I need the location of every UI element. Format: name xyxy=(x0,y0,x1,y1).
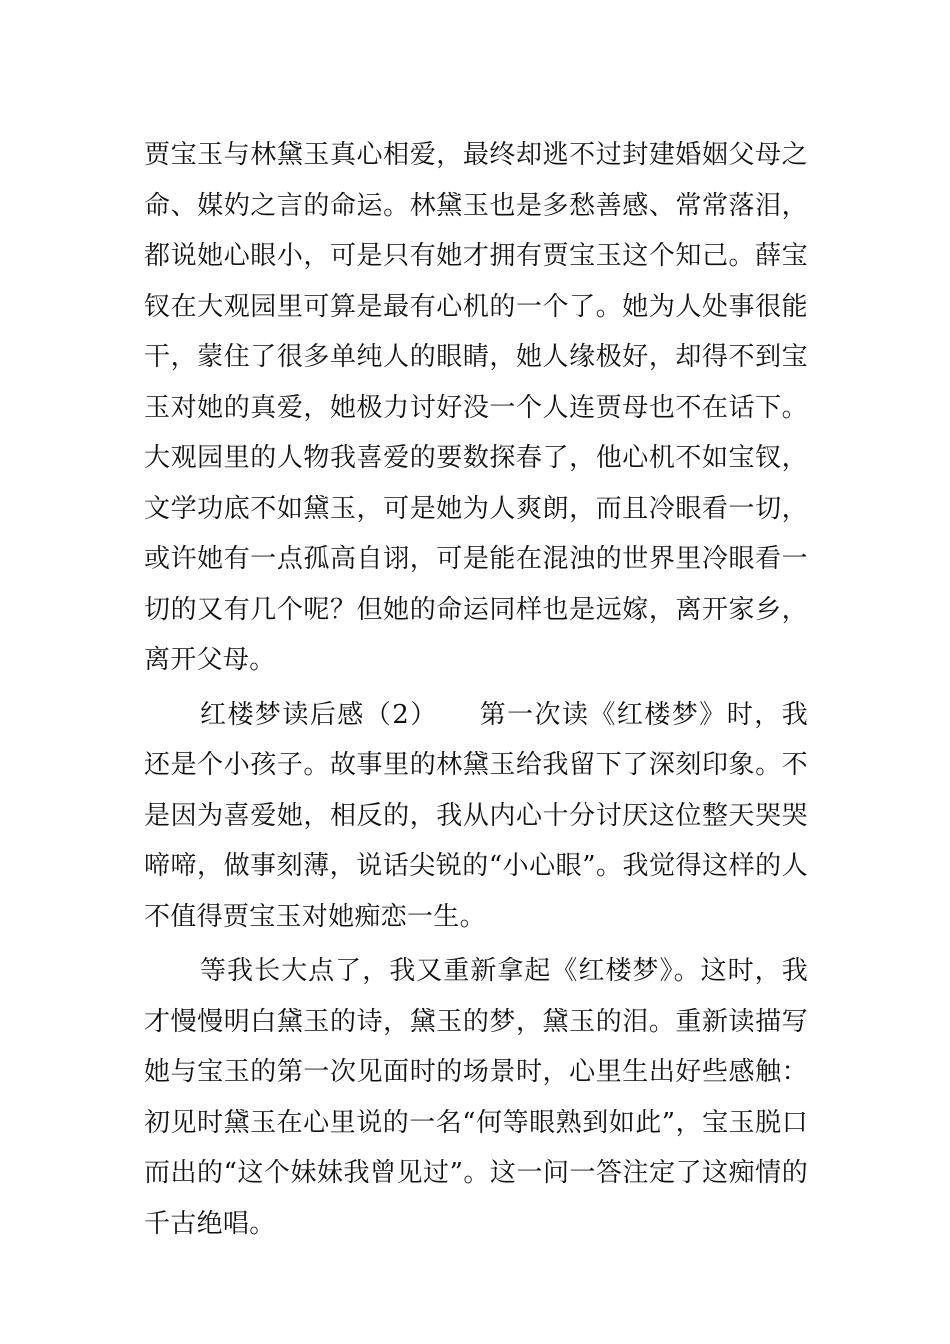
paragraph-3: 等我长大点了，我又重新拿起《红楼梦》。这时，我才慢慢明白黛玉的诗，黛玉的梦，黛玉的泪。重新读描写她与宝玉的第一次见面时的场景时，心里生出好些感触：初见时黛玉在心里说的一名“何等眼熟到如此”，宝玉脱口而出的“这个妹妹我曾见过”。这一问一答注定了这痴情的千古绝唱。 xyxy=(144,956,808,1239)
paragraph-1: 贾宝玉与林黛玉真心相爱，最终却逃不过封建婚姻父母之命、媒妁之言的命运。林黛玉也是多愁善感、常常落泪，都说她心眼小，可是只有她才拥有贾宝玉这个知己。薛宝钗在大观园里可算是最有心机的一个了。她为人处事很能干，蒙住了很多单纯人的眼睛，她人缘极好，却得不到宝玉对她的真爱，她极力讨好没一个人连贾母也不在话下。大观园里的人物我喜爱的要数探春了，他心机不如宝钗，文学功底不如黛玉，可是她为人爽朗，而且冷眼看一切，或许她有一点孤高自诩，可是能在混浊的世界里冷眼看一切的又有几个呢？但她的命运同样也是远嫁，离开家乡，离开父母。 xyxy=(144,140,808,675)
body-text xyxy=(144,130,808,1249)
paragraph-2: 红楼梦读后感（2） 第一次读《红楼梦》时，我还是个小孩子。故事里的林黛玉给我留下了深刻印象。不是因为喜爱她，相反的，我从内心十分讨厌这位整天哭哭啼啼，做事刻薄，说话尖锐的“小心眼”。我觉得这样的人不值得贾宝玉对她痴恋一生。 xyxy=(144,699,808,932)
